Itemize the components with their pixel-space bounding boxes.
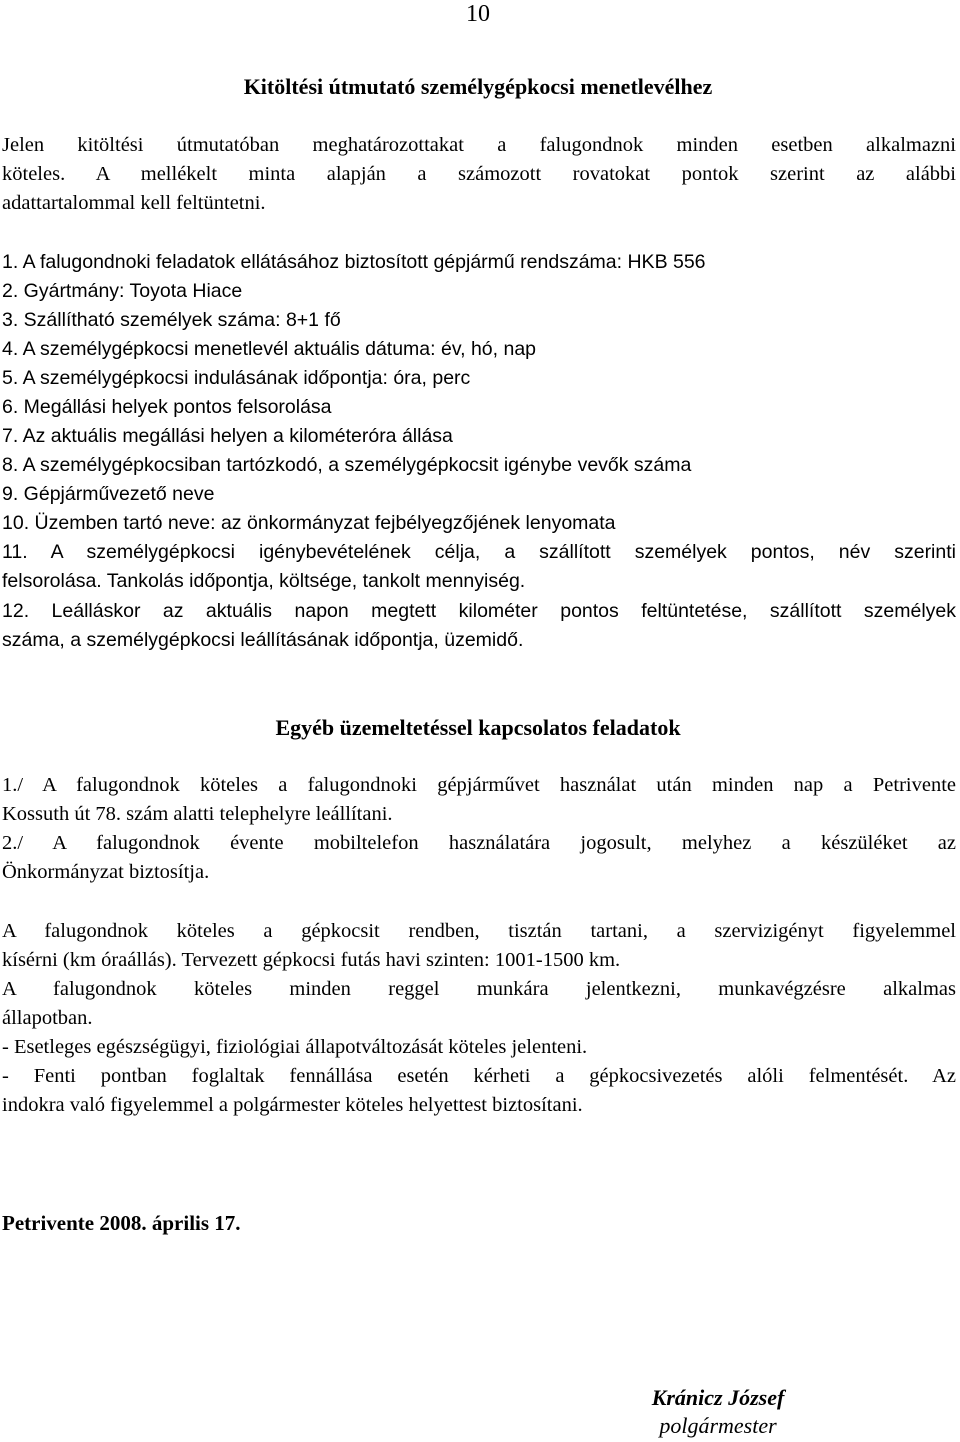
list-item: 8. A személygépkocsiban tartózkodó, a személygépkocsit igénybe vevők száma — [2, 454, 692, 476]
list-item: 7. Az aktuális megállási helyen a kilométeróra állása — [2, 425, 453, 447]
paragraph-line: - Fenti pontban foglaltak fennállása esetén kérheti a gépkocsivezetés alóli felmentését. Az — [2, 1065, 956, 1087]
intro-paragraph — [2, 131, 956, 218]
paragraph-attendance — [2, 975, 956, 1033]
paragraph-line: Kossuth út 78. szám alatti telephelyre leállítani. — [2, 803, 393, 825]
paragraph-line: indokra való figyelemmel a polgármester köteles helyettest biztosítani. — [2, 1094, 583, 1116]
signer-name: Kránicz József — [651, 1385, 785, 1410]
list-item: 9. Gépjárművezető neve — [2, 483, 215, 505]
list-item: 4. A személygépkocsi menetlevél aktuális dátuma: év, hó, nap — [2, 338, 537, 360]
signer-title: polgármester — [659, 1413, 777, 1438]
paragraph-line: - Esetleges egészségügyi, fiziológiai állapotváltozását köteles jelenteni. — [2, 1036, 588, 1058]
list-item: 1. A falugondnoki feladatok ellátásához biztosított gépjármű rendszáma: HKB 556 — [2, 251, 706, 273]
section-title-operations: Egyéb üzemeltetéssel kapcsolatos feladatok — [275, 715, 681, 740]
paragraph-line: kísérni (km óraállás). Tervezett gépkocsi futás havi szinten: 1001-1500 km. — [2, 949, 621, 971]
intro-line: adattartalommal kell feltüntetni. — [2, 192, 266, 214]
list-item-line: felsorolása. Tankolás időpontja, költsége, tankolt mennyiség. — [2, 570, 526, 592]
paragraph-health — [2, 1033, 956, 1062]
list-item-line: száma, a személygépkocsi leállításának időpontja, üzemidő. — [2, 629, 524, 651]
paragraph-line: A falugondnok köteles minden reggel munkára jelentkezni, munkavégzésre alkalmas — [2, 978, 956, 1000]
signature-block — [600, 1384, 836, 1440]
list-item: 10. Üzemben tartó neve: az önkormányzat fejbélyegzőjének lenyomata — [2, 512, 616, 534]
field-list — [2, 248, 956, 538]
list-item: 2. Gyártmány: Toyota Hiace — [2, 280, 243, 302]
list-item: 5. A személygépkocsi indulásának időpontja: óra, perc — [2, 367, 471, 389]
intro-line: Jelen kitöltési útmutatóban meghatározottakat a falugondnok minden esetben alkalmazni — [2, 134, 956, 156]
list-item-11 — [2, 538, 956, 596]
paragraph-line: A falugondnok köteles a gépkocsit rendben, tisztán tartani, a szervizigényt figyelemmel — [2, 920, 956, 942]
list-item: 3. Szállítható személyek száma: 8+1 fő — [2, 309, 341, 331]
paragraph-line: Önkormányzat biztosítja. — [2, 861, 210, 883]
paragraph-line: 1./ A falugondnok köteles a falugondnoki gépjárművet használat után minden nap a Petrivente — [2, 774, 956, 796]
list-item: 6. Megállási helyek pontos felsorolása — [2, 396, 332, 418]
list-item-line: 12. Leálláskor az aktuális napon megtett kilométer pontos feltüntetése, szállított személyek — [2, 600, 956, 622]
paragraph-phone — [2, 829, 956, 887]
paragraph-line: 2./ A falugondnok évente mobiltelefon használatára jogosult, melyhez a készüléket az — [2, 832, 956, 854]
section-title-instructions: Kitöltési útmutató személygépkocsi menetlevélhez — [243, 74, 713, 99]
intro-line: köteles. A mellékelt minta alapján a számozott rovatokat pontok szerint az alábbi — [2, 163, 956, 185]
list-item-line: 11. A személygépkocsi igénybevételének célja, a szállított személyek pontos, név szerinti — [2, 541, 956, 563]
paragraph-line: állapotban. — [2, 1007, 93, 1029]
document-date: Petrivente 2008. április 17. — [2, 1211, 241, 1235]
page-number: 10 — [466, 1, 490, 27]
paragraph-exemption — [2, 1062, 956, 1120]
paragraph-parking — [2, 771, 956, 829]
list-item-12 — [2, 597, 956, 655]
paragraph-maintenance — [2, 917, 956, 975]
